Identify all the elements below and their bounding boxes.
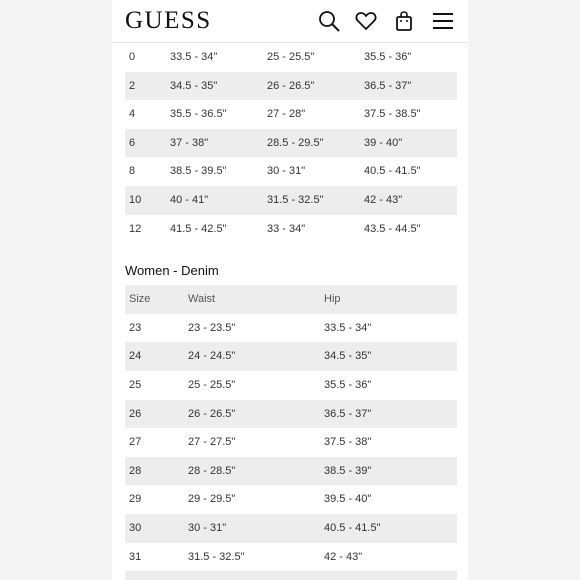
table-row — [125, 342, 457, 371]
size-cell: 6 — [129, 136, 136, 149]
hip-cell: 43.5 - 44.5" — [364, 222, 421, 235]
table-row — [125, 215, 457, 244]
section-title — [125, 243, 457, 285]
size-table-women-denim — [125, 285, 457, 580]
site-header — [112, 0, 468, 43]
waist-cell: 24 - 24.5" — [188, 350, 236, 363]
hip-cell: 35.5 - 36" — [364, 51, 412, 63]
section-title-text: Women - Denim — [125, 263, 219, 279]
bust-cell: 35.5 - 36.5" — [170, 108, 227, 121]
waist-cell: 30 - 31" — [188, 521, 227, 534]
size-cell: 2 — [129, 79, 136, 92]
waist-cell: 31.5 - 32.5" — [188, 550, 245, 563]
column-header-hip: Hip — [324, 293, 341, 306]
waist-cell: 29 - 29.5" — [188, 493, 236, 506]
table-row — [125, 457, 457, 486]
waist-cell: 28.5 - 29.5" — [267, 136, 324, 149]
menu-icon[interactable] — [431, 9, 455, 33]
waist-cell: 27 - 28" — [267, 108, 306, 121]
size-cell: 29 — [129, 493, 142, 506]
size-table-women-apparel — [125, 43, 457, 243]
table-row — [125, 514, 457, 543]
bust-cell: 34.5 - 35" — [170, 79, 218, 92]
waist-cell: 25 - 25.5" — [267, 51, 315, 63]
waist-cell: 26 - 26.5" — [267, 79, 315, 92]
hip-cell: 39 - 40" — [364, 136, 403, 149]
waist-cell: 33 - 34" — [267, 222, 306, 235]
table-row — [125, 371, 457, 400]
hip-cell: 37.5 - 38" — [324, 436, 372, 449]
size-cell: 0 — [129, 51, 136, 63]
table-row — [125, 543, 457, 572]
table-row — [125, 428, 457, 457]
waist-cell: 23 - 23.5" — [188, 321, 236, 334]
hip-cell: 40.5 - 41.5" — [324, 521, 381, 534]
hip-cell: 39.5 - 40" — [324, 493, 372, 506]
column-header-waist: Waist — [188, 293, 216, 306]
table-row — [125, 129, 457, 158]
table-row — [125, 485, 457, 514]
table-row — [125, 100, 457, 129]
table-row — [125, 400, 457, 429]
waist-cell: 27 - 27.5" — [188, 436, 236, 449]
hip-cell: 42 - 43" — [324, 550, 363, 563]
heart-icon[interactable] — [354, 9, 378, 33]
size-cell: 10 — [129, 193, 142, 206]
table-row — [125, 157, 457, 186]
waist-cell: 30 - 31" — [267, 165, 306, 178]
size-cell: 25 — [129, 378, 142, 391]
waist-cell: 25 - 25.5" — [188, 378, 236, 391]
hip-cell: 38.5 - 39" — [324, 464, 372, 477]
shopping-bag-icon[interactable] — [392, 9, 416, 33]
search-icon[interactable] — [317, 9, 341, 33]
hip-cell: 35.5 - 36" — [324, 378, 372, 391]
table-row — [125, 314, 457, 343]
hip-cell: 36.5 - 37" — [324, 407, 372, 420]
size-cell: 24 — [129, 350, 142, 363]
phone-screen — [112, 0, 468, 580]
size-cell: 8 — [129, 165, 136, 178]
table-row — [125, 571, 457, 580]
bust-cell: 37 - 38" — [170, 136, 209, 149]
waist-cell: 31.5 - 32.5" — [267, 193, 324, 206]
hip-cell: 34.5 - 35" — [324, 350, 372, 363]
bust-cell: 41.5 - 42.5" — [170, 222, 227, 235]
bust-cell: 33.5 - 34" — [170, 51, 218, 63]
table-row — [125, 43, 457, 72]
size-cell: 27 — [129, 436, 142, 449]
column-header-size: Size — [129, 293, 151, 306]
size-cell: 28 — [129, 464, 142, 477]
table-row — [125, 186, 457, 215]
size-cell: 12 — [129, 222, 142, 235]
size-cell: 26 — [129, 407, 142, 420]
hip-cell: 36.5 - 37" — [364, 79, 412, 92]
bust-cell: 40 - 41" — [170, 193, 209, 206]
size-guide-content — [125, 43, 457, 580]
size-cell: 4 — [129, 108, 136, 121]
size-cell: 23 — [129, 321, 142, 334]
hip-cell: 33.5 - 34" — [324, 321, 372, 334]
table-header-row — [125, 285, 457, 314]
guess-logo[interactable]: GUESS — [125, 7, 212, 34]
table-row — [125, 72, 457, 101]
waist-cell: 28 - 28.5" — [188, 464, 236, 477]
size-cell: 30 — [129, 521, 142, 534]
hip-cell: 40.5 - 41.5" — [364, 165, 421, 178]
hip-cell: 37.5 - 38.5" — [364, 108, 421, 121]
size-cell: 31 — [129, 550, 142, 563]
waist-cell: 26 - 26.5" — [188, 407, 236, 420]
bust-cell: 38.5 - 39.5" — [170, 165, 227, 178]
hip-cell: 42 - 43" — [364, 193, 403, 206]
